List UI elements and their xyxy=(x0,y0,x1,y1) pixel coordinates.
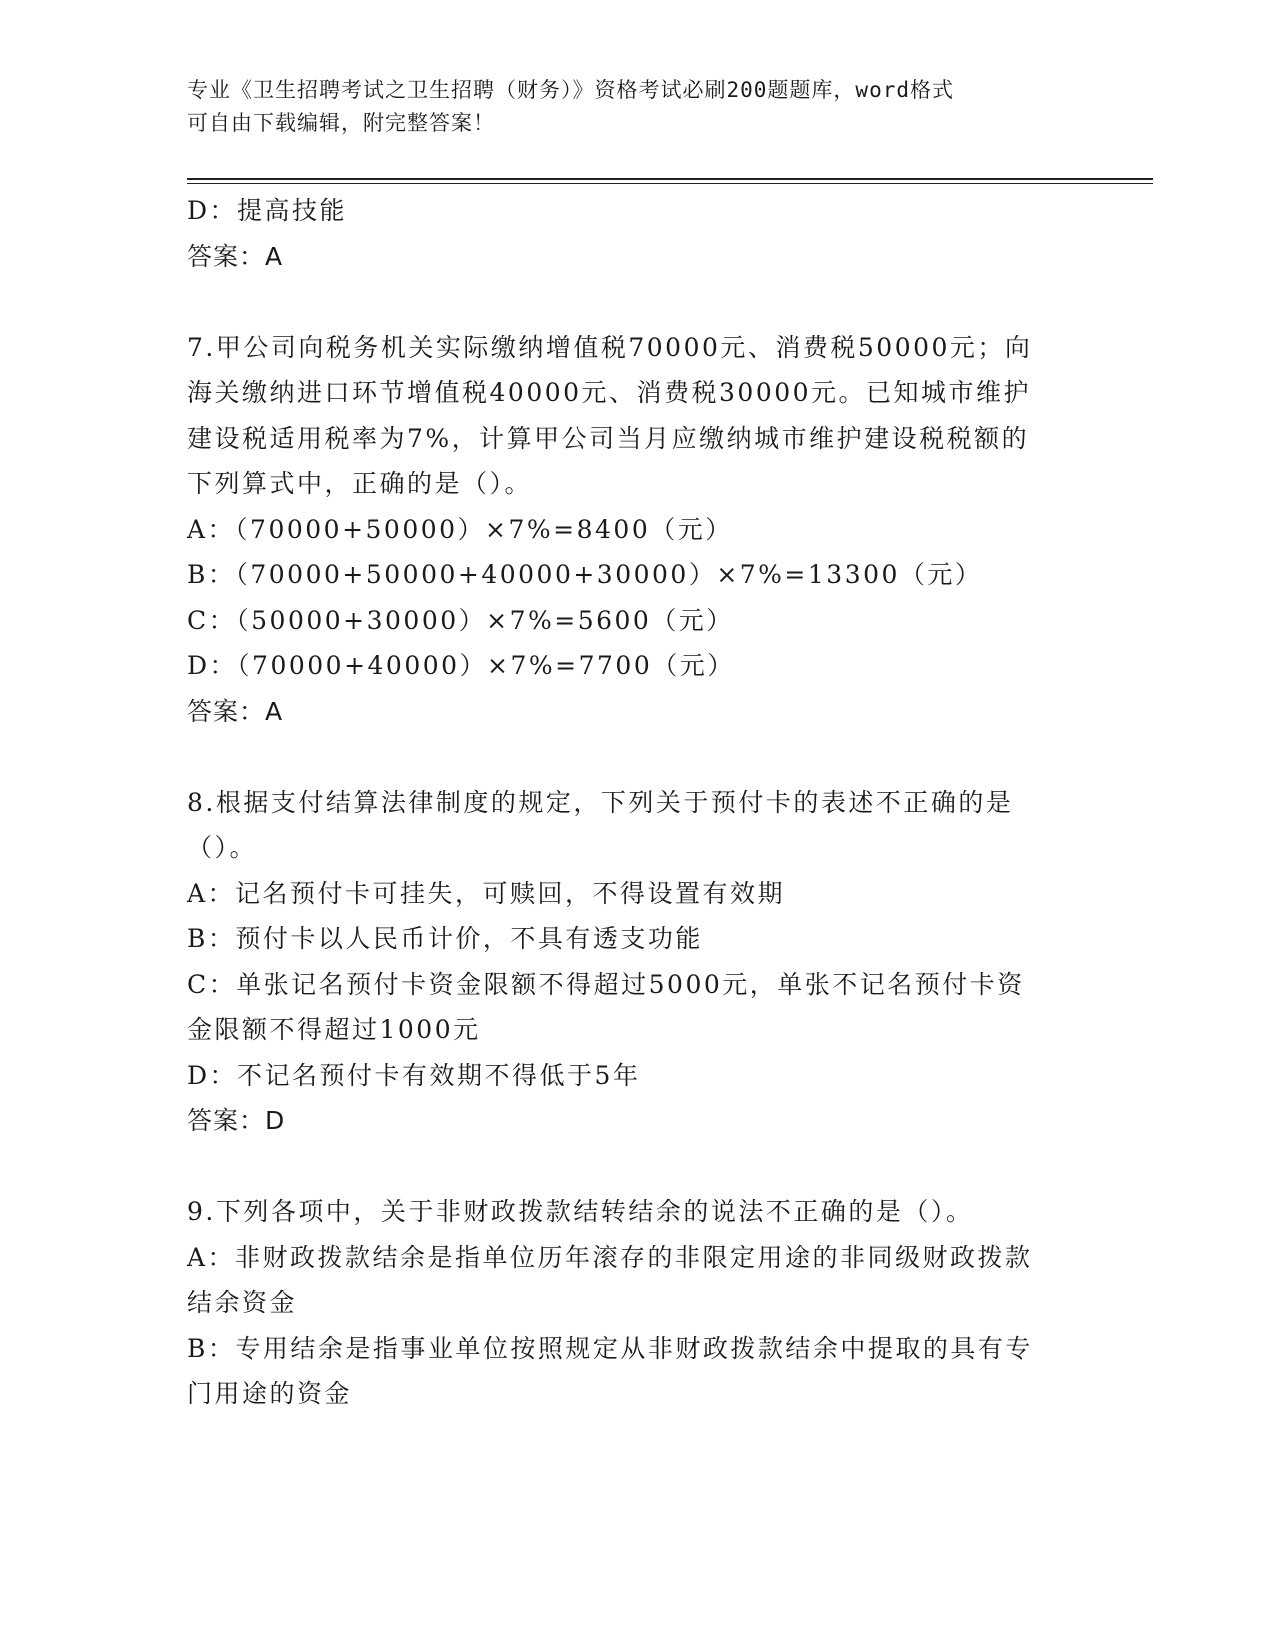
option-b-continued: 门用途的资金 xyxy=(187,1379,353,1408)
spacer xyxy=(187,279,1077,325)
question-stem-line: （）。 xyxy=(187,833,258,862)
option-a: A：记名预付卡可挂失，可赎回，不得设置有效期 xyxy=(187,878,786,908)
header-rule-thick xyxy=(187,178,1153,180)
question-stem-line: 下列算式中，正确的是（）。 xyxy=(187,469,533,498)
header-line-1: 专业《卫生招聘考试之卫生招聘（财务）》资格考试必刷200题题库，word格式 xyxy=(187,78,954,102)
option-c-continued: 金限额不得超过1000元 xyxy=(187,1015,481,1044)
option-d: D：（70000+40000）×7%=7700（元） xyxy=(187,651,735,680)
option-d: D：不记名预付卡有效期不得低于5年 xyxy=(187,1060,641,1090)
option-a-continued: 结余资金 xyxy=(187,1288,298,1317)
document-body xyxy=(187,188,1077,1417)
spacer xyxy=(187,1144,1077,1190)
question-stem-line: 8.根据支付结算法律制度的规定，下列关于预付卡的表述不正确的是 xyxy=(187,787,1014,817)
question-9 xyxy=(187,1189,1077,1417)
header-line-2: 可自由下载编辑，附完整答案！ xyxy=(187,111,495,135)
answer: 答案：D xyxy=(187,1106,286,1135)
option-b: B：预付卡以人民币计价，不具有透支功能 xyxy=(187,924,703,953)
question-stem-line: 海关缴纳进口环节增值税40000元、消费税30000元。已知城市维护 xyxy=(187,378,1032,407)
header-rule-thin xyxy=(187,183,1153,184)
option-c: C：单张记名预付卡资金限额不得超过5000元，单张不记名预付卡资 xyxy=(187,969,1025,999)
option-a: A：（70000+50000）×7%=8400（元） xyxy=(187,514,733,544)
prev-question xyxy=(187,188,1077,279)
question-stem-line: 7.甲公司向税务机关实际缴纳增值税70000元、消费税50000元；向 xyxy=(187,332,1033,362)
option-b: B：（70000+50000+40000+30000）×7%=13300（元） xyxy=(187,560,983,589)
question-stem-line: 9.下列各项中，关于非财政拨款结转结余的说法不正确的是（）。 xyxy=(187,1197,974,1226)
option-d: D：提高技能 xyxy=(187,196,348,225)
option-b: B：专用结余是指事业单位按照规定从非财政拨款结余中提取的具有专 xyxy=(187,1333,1033,1363)
option-c: C：（50000+30000）×7%=5600（元） xyxy=(187,605,734,635)
page-header xyxy=(187,74,1087,140)
question-stem-line: 建设税适用税率为7%，计算甲公司当月应缴纳城市维护建设税税额的 xyxy=(187,423,1030,453)
answer: 答案：A xyxy=(187,241,284,271)
answer: 答案：A xyxy=(187,696,284,726)
question-8 xyxy=(187,780,1077,1144)
option-a: A：非财政拨款结余是指单位历年滚存的非限定用途的非同级财政拨款 xyxy=(187,1242,1033,1272)
question-7 xyxy=(187,325,1077,735)
spacer xyxy=(187,734,1077,780)
